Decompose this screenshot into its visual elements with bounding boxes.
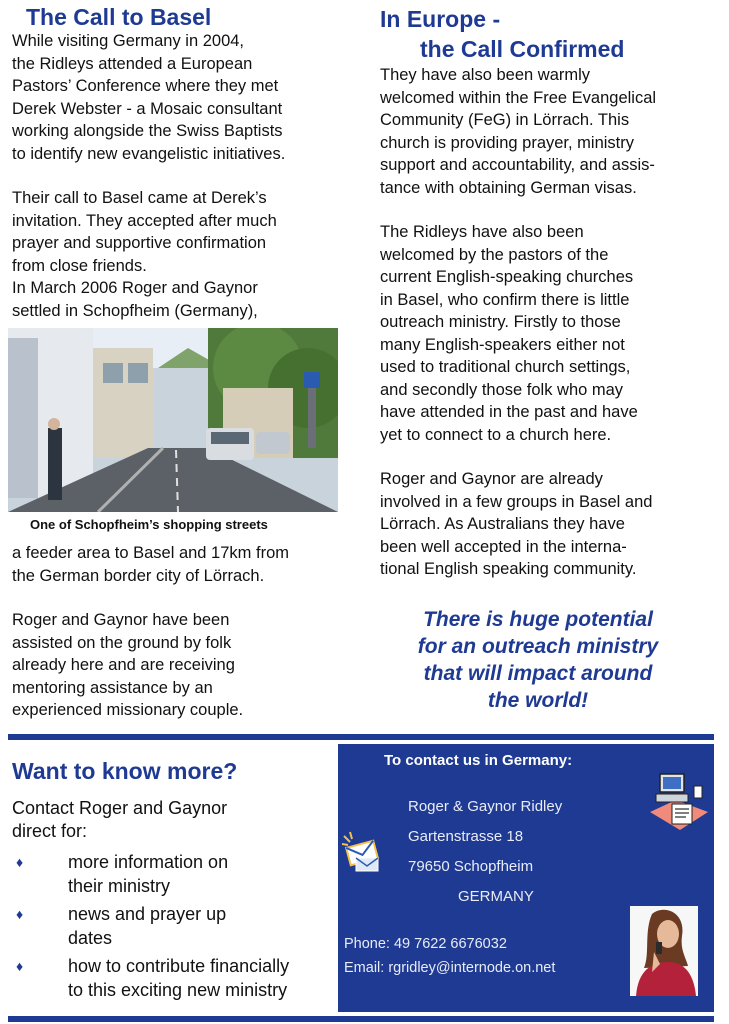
list-item: ♦ news and prayer up dates [16, 904, 227, 948]
potential-tagline: There is huge potential for an outreach ministry that will impact around the world! [417, 608, 659, 712]
diamond-bullet-icon: ♦ [16, 958, 24, 974]
diamond-bullet-icon: ♦ [16, 906, 24, 922]
contact-city: 79650 Schopfheim [408, 858, 534, 875]
contact-details [344, 932, 555, 980]
right-para-1: They have also been warmly welcomed within the Free Evangelical Community (FeG) in Lörrach. This church is providing prayer, ministry support and accountability, and assis- tance with obtaining German visas. [380, 66, 657, 197]
right-para-2: The Ridleys have also been welcomed by the pastors of the current English-speaking churches in Basel, who confirm there is little outreach ministry. Firstly to those many English-speakers either not used to traditional church settings, and secondly those folk who may have attended in the past and have yet to connect to a church here. [380, 223, 638, 444]
computer-icon [646, 770, 712, 841]
want-to-know-more-heading: Want to know more? [12, 758, 238, 784]
left-para-3: a feeder area to Basel and 17km from the German border city of Lörrach. [12, 544, 289, 585]
postal-address [408, 792, 562, 912]
street-photo [8, 328, 338, 512]
contact-box [338, 744, 714, 1012]
list-item: ♦ more information on their ministry [16, 852, 229, 896]
contact-email[interactable]: Email: rgridley@internode.on.net [344, 960, 556, 976]
reasons-list [12, 850, 337, 1002]
contact-title: To contact us in Germany: [384, 752, 573, 769]
contact-street: Gartenstrasse 18 [408, 828, 524, 845]
divider-top [8, 734, 714, 740]
list-item: ♦ how to contribute financially to this exciting new ministry [16, 956, 290, 1000]
left-column [12, 4, 342, 322]
divider-bottom [8, 1016, 714, 1022]
contact-intro: Contact Roger and Gaynor direct for: [12, 798, 228, 841]
left-para-2: Their call to Basel came at Derek’s invitation. They accepted after much prayer and supportive confirmation from close friends. In March 2006 Roger and Gaynor settled in Schopfheim (Germany), [12, 189, 277, 320]
contact-name: Roger & Gaynor Ridley [408, 798, 563, 815]
left-para-4: Roger and Gaynor have been assisted on the ground by folk already here and are receiving mentoring assistance by an experienced missionary couple. [12, 611, 244, 719]
want-to-know-more-section [12, 758, 337, 1006]
diamond-bullet-icon: ♦ [16, 854, 24, 870]
call-confirmed-heading: In Europe - the Call Confirmed [380, 6, 625, 62]
right-column [380, 4, 710, 581]
envelope-icon [342, 830, 386, 879]
left-column-bottom [12, 542, 342, 722]
right-para-3: Roger and Gaynor are already involved in a few groups in Basel and Lörrach. As Australians they have been well accepted in the interna- tional English speaking community. [380, 470, 653, 578]
contact-country: GERMANY [458, 888, 534, 905]
call-to-basel-heading: The Call to Basel [26, 4, 212, 30]
contact-phone: Phone: 49 7622 6676032 [344, 936, 507, 952]
photo-caption: One of Schopfheim’s shopping streets [30, 517, 268, 532]
contact-person-photo [630, 906, 698, 996]
left-para-1: While visiting Germany in 2004, the Ridleys attended a European Pastors’ Conference where they met Derek Webster - a Mosaic consultant working alongside the Swiss Baptists to identify new evangelistic initiatives. [12, 32, 286, 163]
